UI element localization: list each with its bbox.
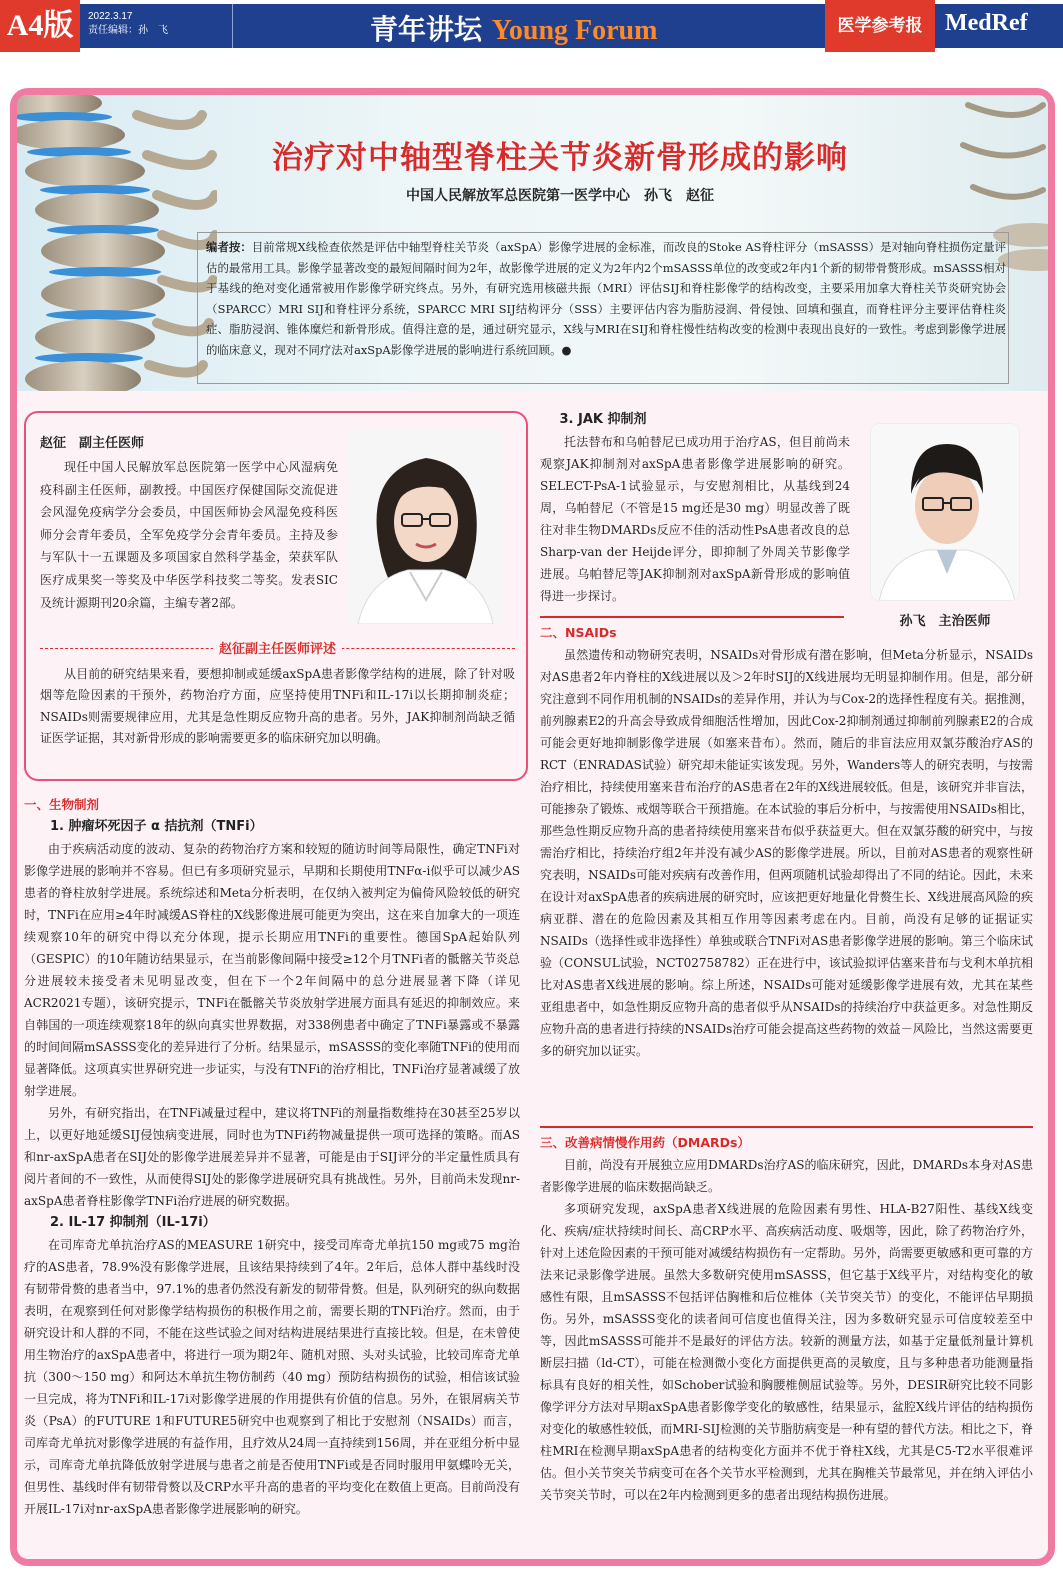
editor-note-label: 编者按： <box>206 240 252 254</box>
paper-name-en: MedRef <box>945 10 1028 36</box>
heading-biologics: 一、生物制剂 <box>24 797 100 812</box>
portrait-woman-icon <box>348 430 503 624</box>
paragraph-nsaids: 虽然遗传和动物研究表明，NSAIDs对骨形成有潜在影响，但Meta分析显示，NSAIDs对AS患者2年内脊柱的X线进展以及＞2年时SIJ的X线进展均无明显抑制作用。但是，部分研究注意到不同作用机制的NSAIDs的差异作用，并认为与Cox-2的选择性程度有关。据推测，前列腺素E2的升高会导致成骨细胞活性增加，因此Cox-2抑制剂通过抑制前列腺素E2的合成可能会更好地抑制影像学进展（如塞来昔布）。然而，随后的非盲法应用双氯芬酸治疗AS的RCT（ENRADAS试验）研究却未能证实该发现。另外，Wanders等人的研究表明，与按需治疗相比，持续使用塞来昔布治疗的AS患者在2年的X线进展较低。但是，该研究并非盲法，可能掺杂了锻炼、戒烟等联合干预措施。在本试验的事后分析中，与按需使用NSAIDs相比，那些急性期反应物升高的患者持续使用塞来昔布似乎获益更大。但在双氯芬酸的研究中，与按需治疗相比，持续治疗组2年并没有减少AS的影像学进展。所以，目前对AS患者的观察性研究表明，NSAIDs可能对疾病有改善作用，但两项随机试验却得出了不同的结论。因此，未来在设计对axSpA患者的疾病进展的研究时，应该把更好地量化骨赘生长、X线进展高风险的疾病亚群、潜在的危险因素及其相互作用等因素考虑在内。目前，尚没有足够的证据证实NSAIDs（选择性或非选择性）单独或联合TNFi对AS患者影像学进展的影响。第三个临床试验（CONSUL试验，NCT02758782）正在进行中，该试验拟评估塞来昔布与戈利木单抗相比对AS患者X线进展的影响。综上所述，NSAIDs可能对延缓影像学进展有效，尤其在某些亚组患者中，如急性期反应物升高的患者似乎从NSAIDs的持续治疗中获益更多。对急性期反应物升高的患者进行持续的NSAIDs治疗可能会提高这些药物的效益－风险比，当然这需要更多的研究加以证实。 <box>540 648 1033 1058</box>
header-meta <box>88 10 168 38</box>
nsaids-section <box>540 622 1033 1062</box>
edition-label: A4版 <box>0 0 80 52</box>
heading-tnfi: 1. 肿瘤坏死因子 α 拮抗剂（TNFi） <box>50 819 263 834</box>
heading-jak: 3. JAK 抑制剂 <box>559 412 647 427</box>
editor-note <box>206 237 1006 361</box>
paragraph-dmards-1: 目前，尚没有开展独立应用DMARDs治疗AS的临床研究，因此，DMARDs本身对AS患者影像学进展的临床数据尚缺乏。 <box>540 1158 1033 1194</box>
section-rule-nsaids <box>540 616 844 618</box>
issue-date: 2022.3.17 <box>88 11 133 22</box>
comment-text: 从目前的研究结果来看，要想抑制或延缓axSpA患者影像学结构的进展，除了针对吸烟等危险因素的干预外，药物治疗方面，应坚持使用TNFi和IL-17i以长期抑制炎症；NSAIDs则需要规律应用，尤其是急性期反应物升高的患者。另外，JAK抑制剂尚缺乏循证医学证据，其对新骨形成的影响需要更多的临床研究加以明确。 <box>40 667 515 746</box>
paragraph-dmards-2: 多项研究发现，axSpA患者X线进展的危险因素有男性、HLA-B27阳性、基线X线变化、疾病/症状持续时间长、高CRP水平、高疾病活动度、吸烟等，因此，除了药物治疗外，针对上述危险因素的干预可能对减缓结构损伤有一定帮助。另外，尚需要更敏感和更可靠的方法来记录影像学进展。虽然大多数研究使用mSASSS，但它基于X线平片，对结构变化的敏感性有限，且mSASSS不包括评估胸椎和后位椎体（关节突关节）的变化，不能评估早期损伤。另外，mSASSS变化的读者间可信度也值得关注，因为多数研究显示可信度较差至中等，因此mSASSS可能并不是最好的评估方法。较新的测量方法，如基于定量低剂量计算机断层扫描（ld-CT），可能在检测微小变化方面提供更高的灵敏度，且与多种患者功能测量指标具有良好的相关性，如Schober试验和胸腰椎侧屈试验等。另外，DESIR研究比较不同影像学评分方法对早期axSpA患者影像学变化的敏感性，结果显示，盆腔X线片评估的结构损伤对变化的敏感性较低，而MRI-SIJ检测的关节脂肪病变是一种有望的替代方法。相比之下，脊柱MRI在检测早期axSpA患者的结构变化方面并不优于脊柱X线，尤其是C5-T2水平很难评估。但小关节突关节病变可在各个关节水平检测到，尤其在胸椎关节最常见，并在纳入评估小关节突关节时，可以在2年内检测到更多的患者出现结构损伤进展。 <box>540 1202 1033 1502</box>
section-rule-dmards <box>540 1126 1033 1128</box>
paragraph-il17i: 在司库奇尤单抗治疗AS的MEASURE 1研究中，接受司库奇尤单抗150 mg或75 mg治疗的AS患者，78.9%没有影像学进展，且该结果持续到了4年。2年后，总体人群中基线时没有韧带骨赘的患者当中，97.1%的患者仍然没有新发的韧带骨赘。但是，队列研究的纵向数据表明，在观察到任何对影像学结构损伤的积极作用之前，需要长期的TNFi治疗。然而，由于研究设计和人群的不同，不能在这些试验之间对结构进展结果进行直接比较。但是，在未曾使用生物治疗的axSpA患者中，将进行一项为期2年、随机对照、头对头试验，比较司库奇尤单抗（300～150 mg）和阿达木单抗生物仿制药（40 mg）预防结构损伤的试验，相信该试验一旦完成，将为TNFi和IL-17i对影像学进展的作用提供有价值的信息。另外，在银屑病关节炎（PsA）的FUTURE 1和FUTURE5研究中也观察到了相比于安慰剂（NSAIDs）而言，司库奇尤单抗对影像学进展的有益作用，且疗效从24周一直持续到156周，并在亚组分析中显示，司库奇尤单抗降低放射学进展与患者之前是否使用TNFi或是否同时服用甲氨蝶呤无关，但男性、基线时伴有韧带骨赘以及CRP水平升高的患者的平均变化在数值上更高。目前尚没有开展IL-17i对nr-axSpA患者影像学进展影响的研究。 <box>24 1238 520 1516</box>
article-author: 中国人民解放军总医院第一医学中心 孙飞 赵征 <box>406 188 714 204</box>
editor-note-text: 目前常规X线检查依然是评估中轴型脊柱关节炎（axSpA）影像学进展的金标准，而改良的Stoke AS脊柱评分（mSASSS）是对轴向脊柱损伤定量评估的最常用工具。影像学显著改变的最短间隔时间为2年，故影像学进展的定义为2年内2个mSASSS单位的改变或2年内1个新的韧带骨赘形成。mSASSS相对于基线的绝对变化通常被用作影像学研究终点。另外，有研究选用核磁共振（MRI）评估SIJ和脊柱影像学的结构改变，主要采用加拿大脊柱关节炎研究协会（SPARCC）MRI SIJ和脊柱评分系统，SPARCC MRI SIJ结构评分（SSS）主要评估内容为脂肪浸润、骨侵蚀、回填和强直，而脊柱评分主要评估脊柱炎症、脂肪浸润、锥体糜烂和新骨形成。值得注意的是，通过研究显示，X线与MRI在SIJ和脊柱慢性结构改变的检测中表现出良好的一致性。考虑到影像学进展的临床意义，现对不同疗法对axSpA影像学进展的影响进行系统回顾。● <box>206 240 1006 357</box>
editor-credit: 责任编辑：孙 飞 <box>88 25 168 36</box>
bio-name: 赵征 副主任医师 <box>40 436 145 451</box>
section-title-cn: 青年讲坛 <box>370 13 483 46</box>
bio-text: 现任中国人民解放军总医院第一医学中心风湿病免疫科副主任医师，副教授。中国医疗保健国际交流促进会风湿免疫病学分会委员，中国医师协会风湿免疫科医师分会青年委员，全军免疫学分会青年委员。主持及参与军队十一五课题及多项国家自然科学基金，荣获军队医疗成果奖一等奖及中华医学科技奖二等奖。发表SIC及统计源期刊20余篇，主编专著2部。 <box>40 460 338 610</box>
paragraph-tnfi-1: 由于疾病活动度的波动、复杂的药物治疗方案和较短的随访时间等局限性，确定TNFi对影像学进展的影响并不容易。但已有多项研究显示，早期和长期使用TNFα-i似乎可以减少AS患者的脊柱放射学进展。系统综述和Meta分析表明，在仅纳入被判定为偏倚风险较低的研究时，TNFi在应用≥4年时减缓AS脊柱的X线影像进展可能更为突出，这在来自加拿大的一项连续观察10年的研究中得以充分体现，提示长期应用TNFi的重要性。德国SpA起始队列（GESPIC）的10年随访结果显示，在当前影像间隔中接受≥12个月TNFi者的骶髂关节炎总分进展较未接受者未见明显改变，但在下一个2年间隔中的总分进展显著下降（详见ACR2021专题），该研究提示，TNFi在骶髂关节炎放射学进展方面具有延迟的抑制效应。来自韩国的一项连续观察18年的纵向真实世界数据，对338例患者中确定了TNFi暴露或不暴露的时间间隔mSASSS变化的差异进行了分析。结果显示，mSASSS的变化率随TNFi的使用而显著降低。这项真实世界研究进一步证实，与没有TNFi的治疗相比，TNFi治疗显著减缓了放射学进展。 <box>24 842 520 1098</box>
heading-il17i: 2. IL-17 抑制剂（IL-17i） <box>50 1215 216 1230</box>
portrait-caption: 孙飞 主治医师 <box>899 614 991 629</box>
heading-dmards: 三、改善病情慢作用药（DMARDs） <box>540 1135 750 1150</box>
paragraph-jak: 托法替布和乌帕替尼已成功用于治疗AS，但目前尚未观察JAK抑制剂对axSpA患者影像学进展影响的研究。SELECT-PsA-1试验显示，与安慰剂相比，从基线到24周，乌帕替尼（不管是15 mg还是30 mg）明显改善了既往对非生物DMARDs反应不佳的活动性PsA患者改良的总Sharp-van der Heijde评分，即抑制了外周关节影像学进展。乌帕替尼等JAK抑制剂对axSpA新骨形成的影响值得进一步探讨。 <box>540 435 850 603</box>
section-title-en: Young Forum <box>491 15 658 46</box>
left-column <box>24 794 520 1520</box>
section-title <box>370 8 657 48</box>
comment-heading-text: 赵征副主任医师评述 <box>213 642 342 657</box>
article-title: 治疗对中轴型脊柱关节炎新骨形成的影响 <box>272 140 848 176</box>
heading-nsaids: 二、NSAIDs <box>540 625 617 640</box>
comment-heading <box>40 638 515 657</box>
jak-section <box>540 412 850 607</box>
page-header <box>0 0 1063 52</box>
dmards-section <box>540 1132 1033 1506</box>
paper-name-cn: 医学参考报 <box>825 0 935 52</box>
portrait-sun-fei <box>870 423 1020 601</box>
paragraph-tnfi-2: 另外，有研究指出，在TNFi减量过程中，建议将TNFi的剂量指数维持在30甚至25岁以上，以更好地延缓SIJ侵蚀病变进展，同时也为TNFi药物减量提供一项可选择的策略。而AS和nr-axSpA患者在SIJ处的影像学进展差异并不显著，可能是由于SIJ评分的半定量性质具有阅片者间的不一致性，从而使得SIJ处的影像学进展研究具有挑战性。另外，目前尚未发现nr-axSpA患者脊柱影像学TNFi治疗进展的研究数据。 <box>24 1106 520 1208</box>
portrait-zhao-zheng <box>348 430 503 624</box>
header-divider <box>232 4 233 48</box>
portrait-man-icon <box>871 424 1020 601</box>
